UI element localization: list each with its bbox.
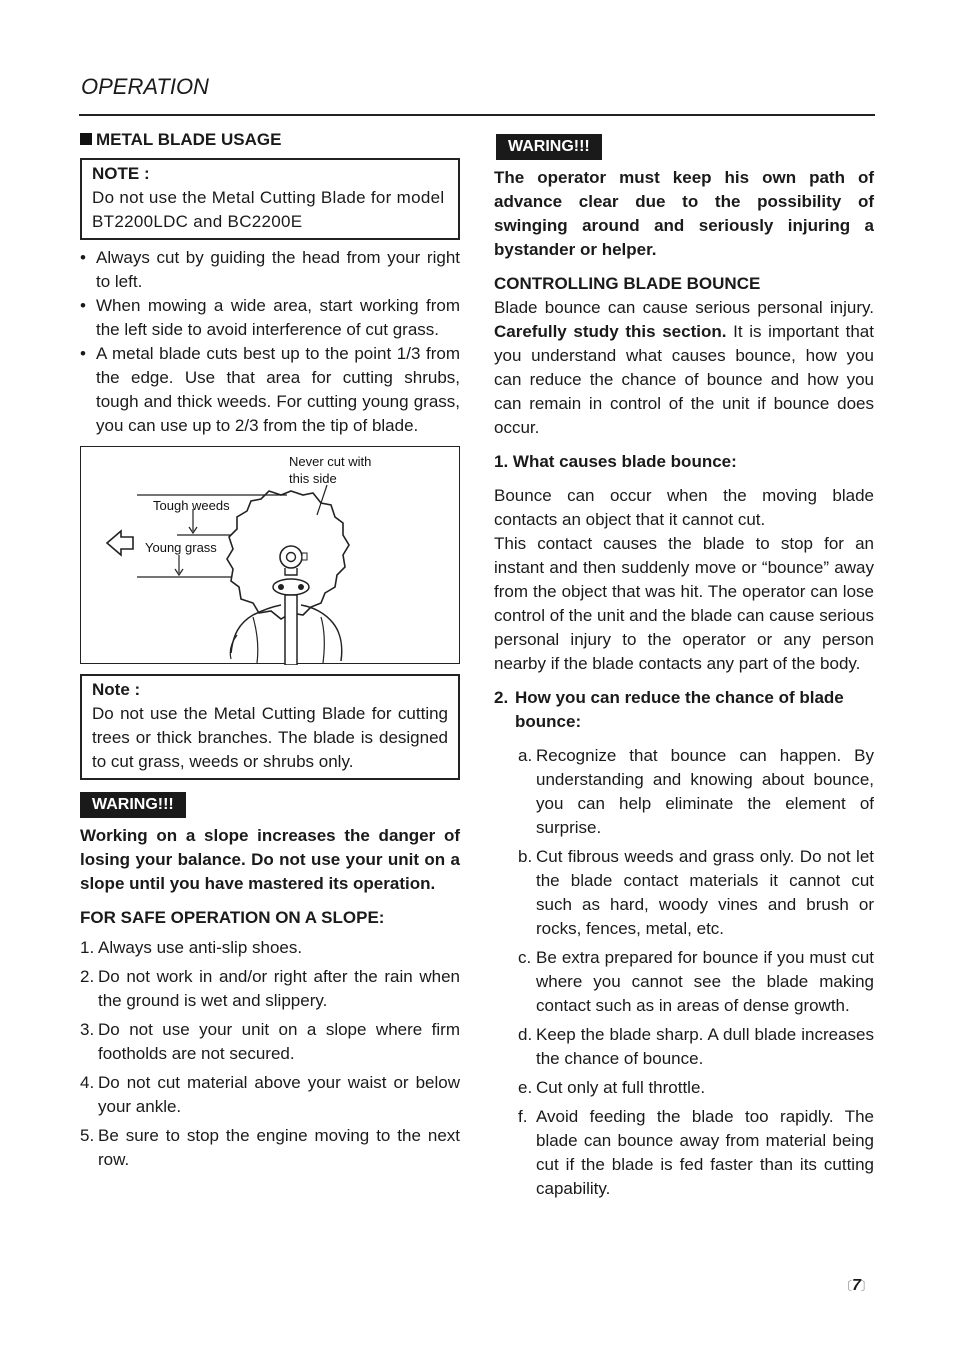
left-arrow-icon — [107, 531, 133, 555]
q1-title: 1. What causes blade bounce: — [494, 452, 737, 471]
warning-label: WARING!!! — [496, 134, 602, 160]
list-item — [518, 1076, 874, 1100]
section-title-text: METAL BLADE USAGE — [96, 130, 282, 149]
note-heading: NOTE : — [92, 164, 150, 183]
section-title-metal-blade — [80, 128, 460, 152]
warning-label: WARING!!! — [80, 792, 186, 818]
page-number — [840, 1277, 873, 1295]
list-item-text: Avoid feeding the blade too rapidly. The blade can bounce away from material being cut if the blade is fed faster than its cutting capability. — [536, 1107, 874, 1198]
list-item-text: Do not work in and/or right after the rain when the ground is wet and slippery. — [98, 967, 460, 1010]
list-number: 3. — [80, 1020, 95, 1039]
slope-safety-list — [80, 936, 460, 1172]
warning-label-wrap — [80, 792, 460, 818]
bounce-section-title: CONTROLLING BLADE BOUNCE — [494, 274, 761, 293]
list-item — [518, 845, 874, 941]
page-bracket-close: 〕 — [860, 1279, 873, 1293]
list-item — [518, 946, 874, 1018]
page-number-text: 7 — [852, 1277, 861, 1294]
q2-title-text: How you can reduce the chance of blade bounce: — [515, 688, 844, 731]
page-bracket-open: 〔 — [840, 1279, 853, 1293]
bounce-intro-a: Blade bounce can cause serious personal injury. — [494, 298, 874, 317]
warning-label-wrap — [496, 134, 874, 160]
bounce-intro-bold: Carefully study this section. — [494, 322, 727, 341]
list-item-text: A metal blade cuts best up to the point 1/3 from the edge. Use that area for cutting shrubs, tough and thick weeds. For cutting young grass, you can use up to 2/3 from the tip of blade. — [96, 344, 460, 435]
q2-title — [494, 686, 874, 734]
warning-text: Working on a slope increases the danger of losing your balance. Do not use your unit on a slope until you have mastered its operation. — [80, 826, 460, 893]
label-tough-weeds: Tough weeds — [153, 498, 230, 513]
list-item — [518, 744, 874, 840]
bullet-dot-icon: • — [80, 248, 86, 267]
list-item — [80, 965, 460, 1013]
list-number: 2. — [80, 967, 95, 986]
list-item-text: Recognize that bounce can happen. By understanding and knowing about bounce, you can help eliminate the element of surprise. — [536, 746, 874, 837]
list-item-text: When mowing a wide area, start working from the left side to avoid interference of cut grass. — [96, 296, 460, 339]
list-item-text: Cut only at full throttle. — [536, 1078, 706, 1097]
list-letter: a. — [518, 746, 533, 765]
list-item — [80, 1018, 460, 1066]
left-column — [80, 128, 460, 1177]
blade-usage-figure — [80, 446, 460, 664]
list-item-text: Do not cut material above your waist or below your ankle. — [98, 1073, 460, 1116]
list-letter: c. — [518, 948, 532, 967]
right-column — [494, 134, 874, 1206]
list-number: 4. — [80, 1073, 95, 1092]
slope-section-title: FOR SAFE OPERATION ON A SLOPE: — [80, 908, 385, 927]
note-heading: Note : — [92, 680, 141, 699]
bullet-dot-icon: • — [80, 344, 86, 363]
blade-illustration — [81, 447, 461, 665]
list-item-text: Cut fibrous weeds and grass only. Do not let the blade contact materials it cannot cut such as hard, woody vines and brush or rocks, fences, metal, etc. — [536, 847, 874, 938]
list-number: 5. — [80, 1126, 95, 1145]
list-number: 1. — [80, 938, 95, 957]
warning-text: The operator must keep his own path of advance clear due to the possibility of swinging around and seriously injuring a bystander or helper. — [494, 168, 874, 259]
header-rule — [79, 114, 875, 116]
note-body: Do not use the Metal Cutting Blade for model BT2200LDC and BC2200E — [92, 188, 445, 231]
list-item — [80, 294, 460, 342]
note-box-1 — [80, 158, 460, 240]
list-item — [80, 246, 460, 294]
list-letter: d. — [518, 1025, 533, 1044]
list-item-text: Always cut by guiding the head from your right to left. — [96, 248, 460, 291]
q1-paragraph-2: This contact causes the blade to stop for an instant and then suddenly move or “bounce” away from the object that was hit. The operator can lose control of the unit and the blade can cause serious personal injury to the operator or any person nearby if the blade contacts any part of the body. — [494, 534, 874, 673]
list-item — [80, 936, 460, 960]
square-bullet-icon — [80, 133, 92, 145]
bounce-intro — [494, 296, 874, 440]
note-body: Do not use the Metal Cutting Blade for cutting trees or thick branches. The blade is designed to cut grass, weeds or shrubs only. — [92, 704, 448, 771]
bullet-dot-icon: • — [80, 296, 86, 315]
list-item-text: Be sure to stop the engine moving to the next row. — [98, 1126, 460, 1169]
bounce-reduction-list — [494, 744, 874, 1201]
list-item — [80, 1124, 460, 1172]
label-never-cut: Never cut with this side — [289, 454, 372, 486]
list-item — [518, 1023, 874, 1071]
list-item-text: Keep the blade sharp. A dull blade increases the chance of bounce. — [536, 1025, 874, 1068]
label-young-grass: Young grass — [145, 540, 217, 555]
page-header-title: OPERATION — [81, 74, 209, 99]
q2-number: 2. — [494, 688, 509, 707]
q1-paragraph-1: Bounce can occur when the moving blade contacts an object that it cannot cut. — [494, 486, 874, 529]
usage-bullet-list — [80, 246, 460, 438]
list-item — [80, 1071, 460, 1119]
list-letter: e. — [518, 1078, 533, 1097]
list-item — [518, 1105, 874, 1201]
list-letter: b. — [518, 847, 533, 866]
note-box-2 — [80, 674, 460, 780]
list-item-text: Be extra prepared for bounce if you must cut where you cannot see the blade making contact such as in areas of dense growth. — [536, 948, 874, 1015]
bounce-intro-b: It is important that you understand what causes bounce, how you can reduce the chance of bounce and how you can remain in control of the unit if bounce does occur. — [494, 322, 874, 437]
list-letter: f. — [518, 1107, 528, 1126]
list-item-text: Do not use your unit on a slope where firm footholds are not secured. — [98, 1020, 460, 1063]
list-item — [80, 342, 460, 438]
list-item-text: Always use anti-slip shoes. — [98, 938, 303, 957]
